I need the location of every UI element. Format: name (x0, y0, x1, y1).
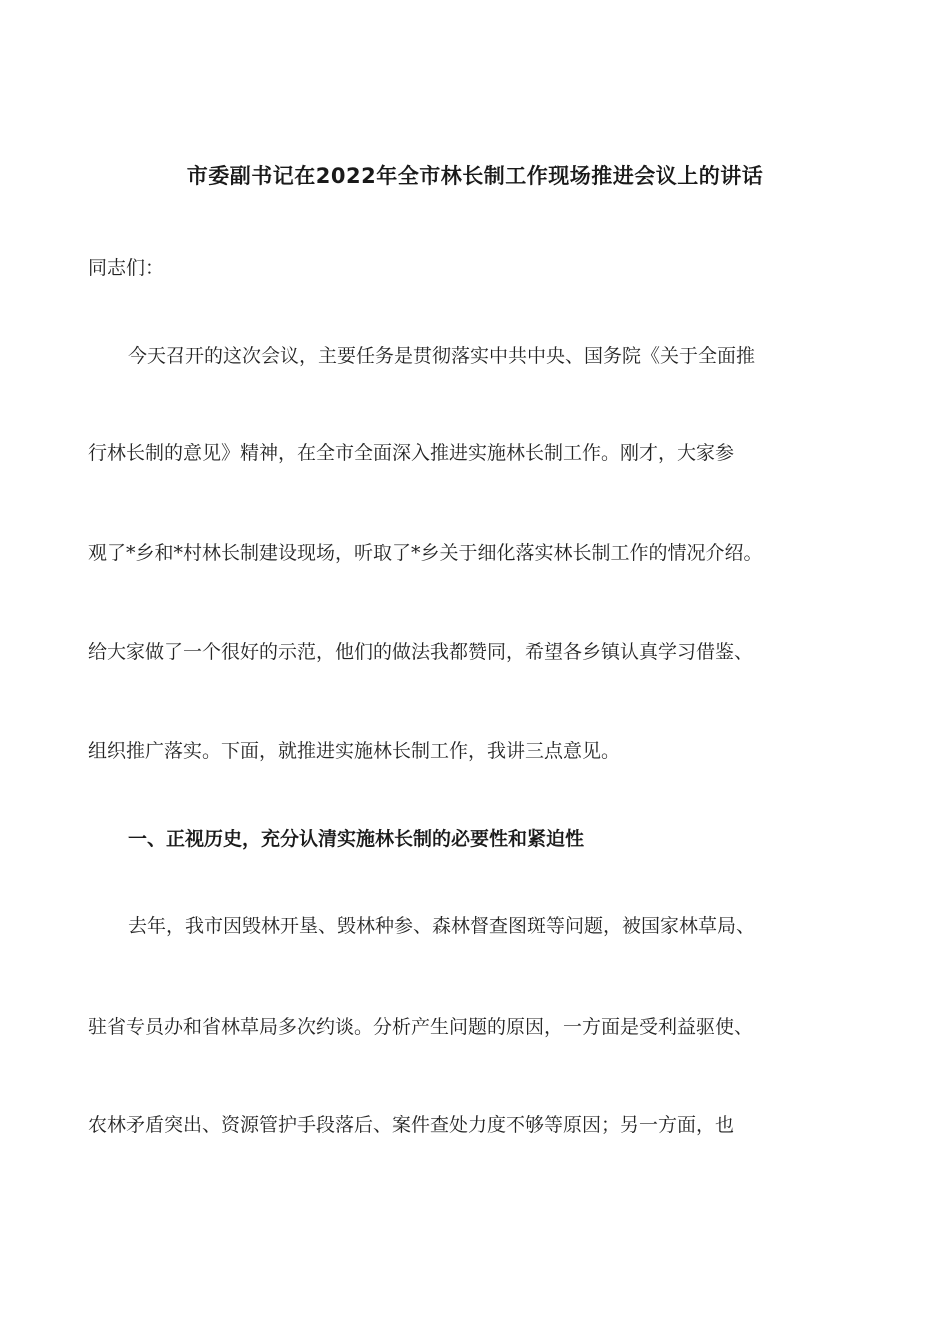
paragraph-line: 行林长制的意见》精神，在全市全面深入推进实施林长制工作。刚才，大家参 (88, 442, 735, 464)
document-title: 市委副书记在2022年全市林长制工作现场推进会议上的讲话 (186, 164, 764, 188)
paragraph-line: 组织推广落实。下面，就推进实施林长制工作，我讲三点意见。 (88, 740, 621, 762)
paragraph-line: 农林矛盾突出、资源管护手段落后、案件查处力度不够等原因；另一方面，也 (88, 1114, 735, 1136)
paragraph-line: 驻省专员办和省林草局多次约谈。分析产生问题的原因，一方面是受利益驱使、 (88, 1016, 754, 1038)
paragraph-line: 去年，我市因毁林开垦、毁林种参、森林督查图斑等问题，被国家林草局、 (128, 915, 756, 937)
paragraph-line: 今天召开的这次会议，主要任务是贯彻落实中共中央、国务院《关于全面推 (128, 345, 756, 367)
paragraph-line: 给大家做了一个很好的示范，他们的做法我都赞同，希望各乡镇认真学习借鉴、 (88, 641, 754, 663)
section-heading: 一、正视历史，充分认清实施林长制的必要性和紧迫性 (128, 828, 585, 850)
paragraph-line: 观了*乡和*村林长制建设现场，听取了*乡关于细化落实林长制工作的情况介绍。 (88, 542, 763, 564)
salutation: 同志们： (88, 257, 165, 279)
